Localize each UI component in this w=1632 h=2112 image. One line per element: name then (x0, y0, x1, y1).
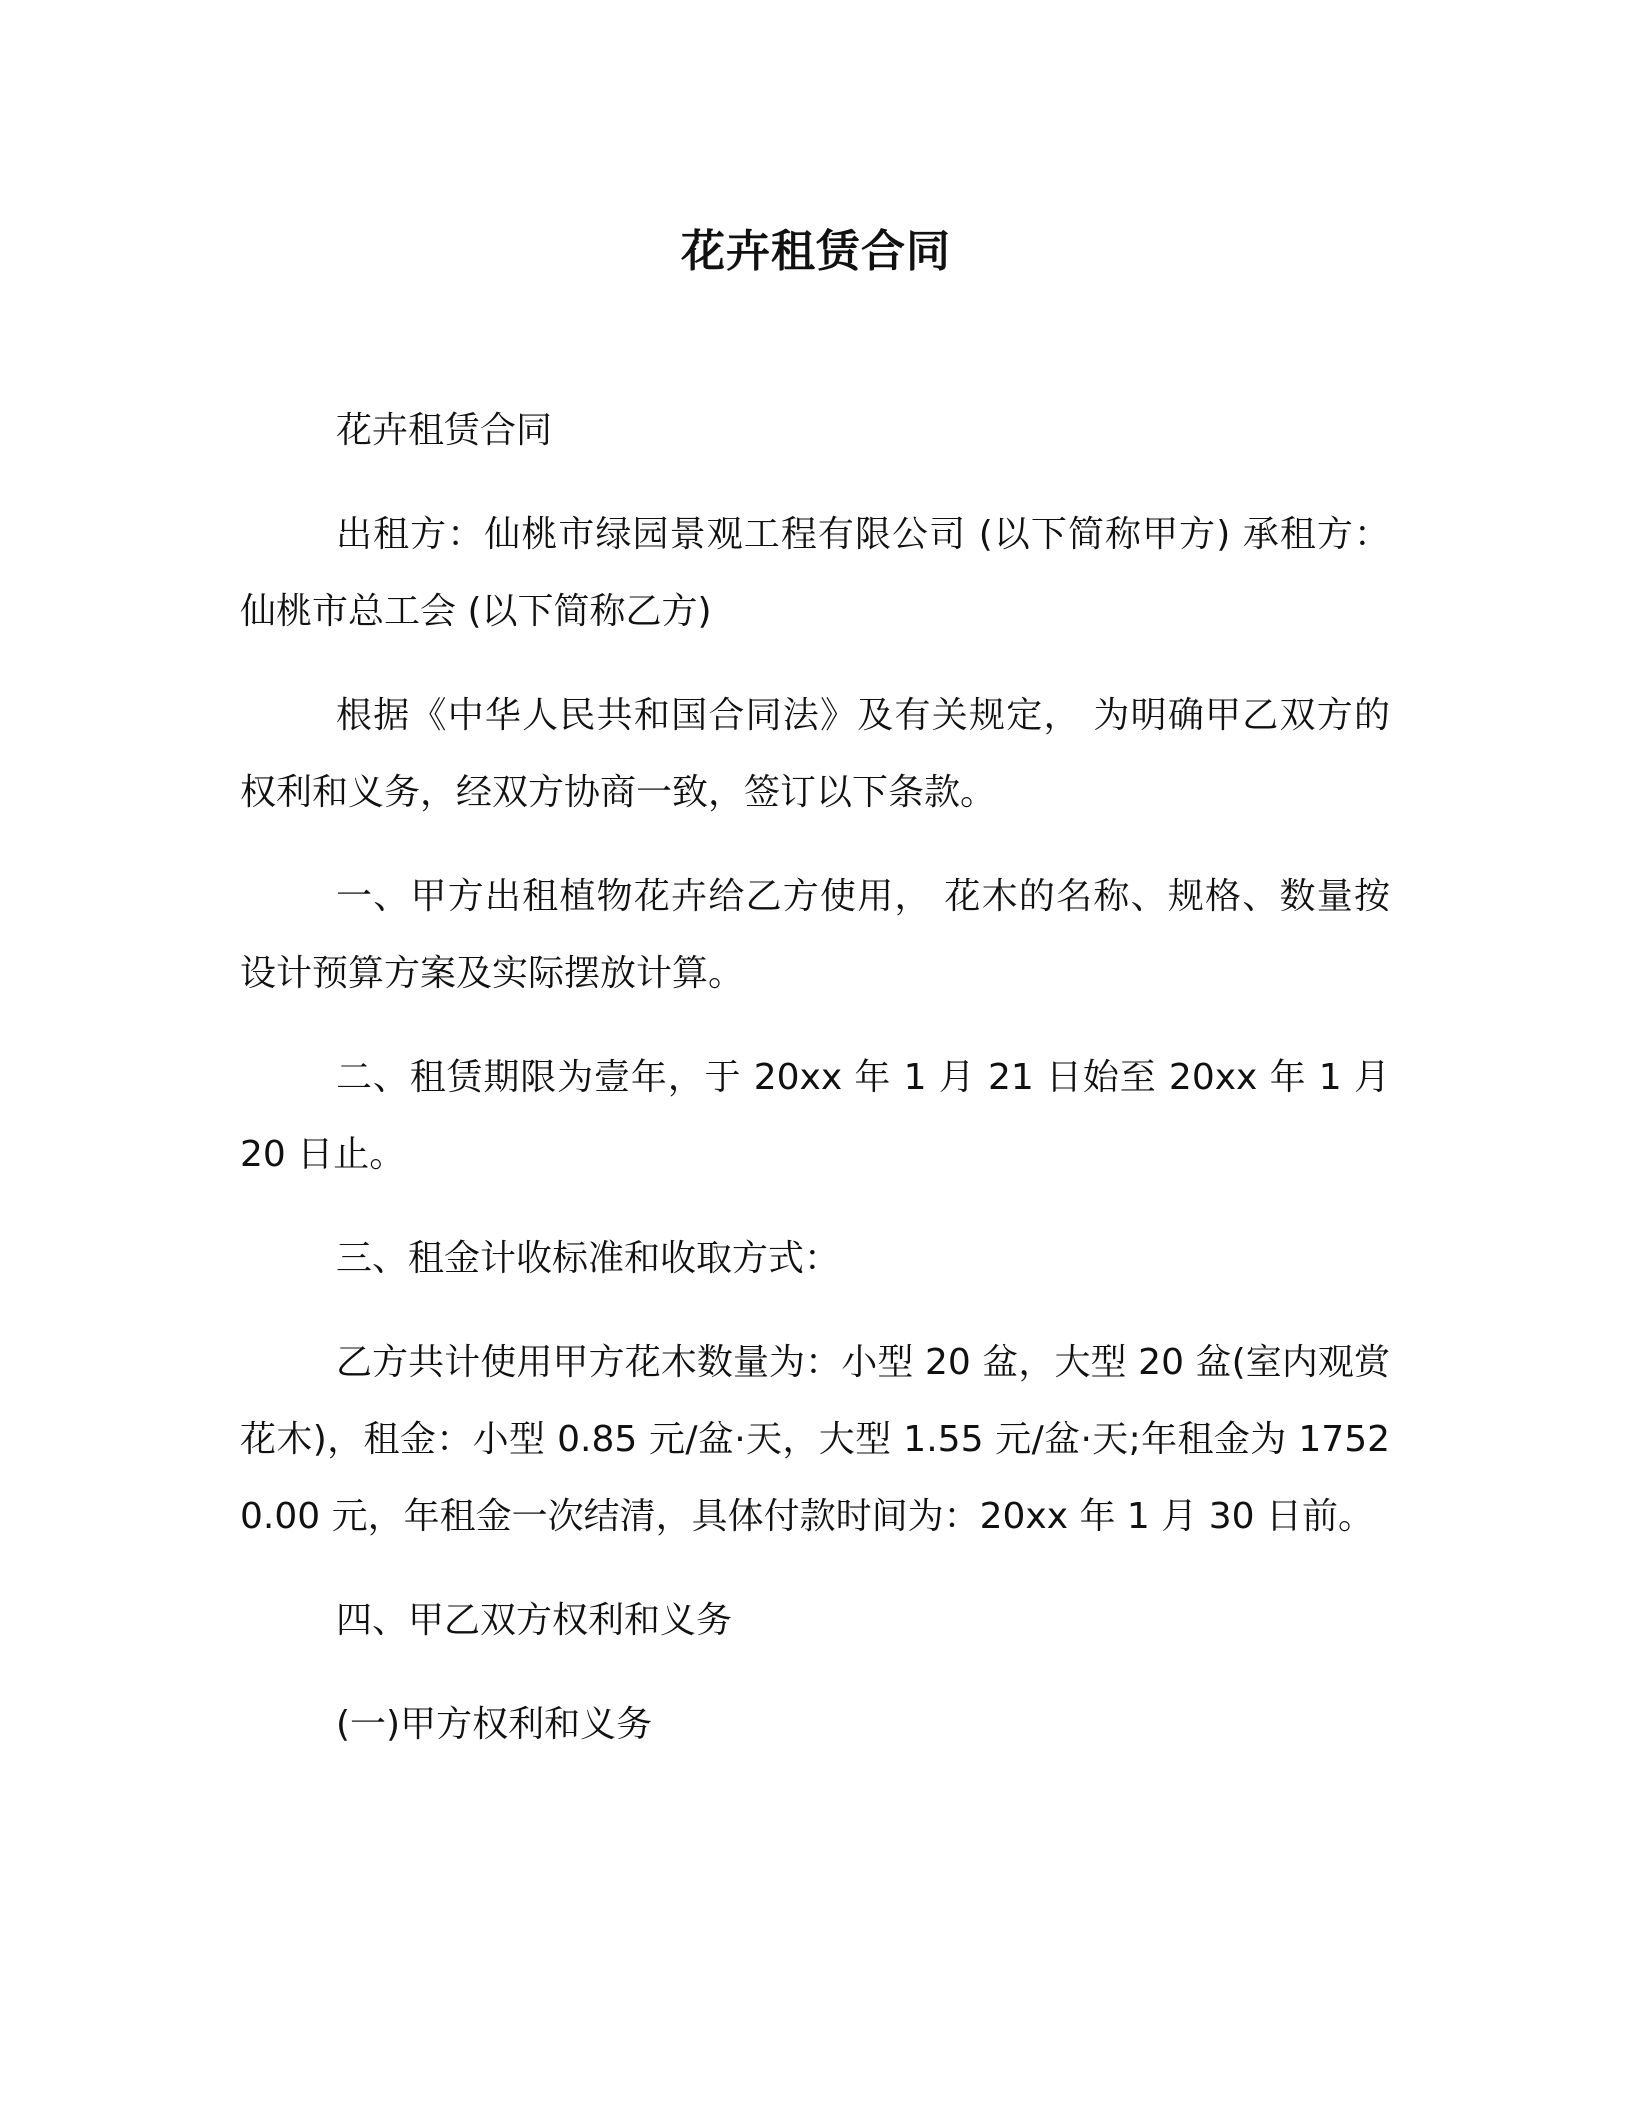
party-a-rights-heading: (一)甲方权利和义务 (336, 1704, 653, 1745)
clause-1-paragraph: 一、甲方出租植物花卉给乙方使用， 花木的名称、规格、数量按设计预算方案及实际摆放计算。 (240, 876, 1390, 994)
clause-4-heading: 四、甲乙双方权利和义务 (336, 1600, 733, 1641)
clause-3-heading: 三、租金计收标准和收取方式： (336, 1238, 841, 1279)
parties-paragraph: 出租方：仙桃市绿园景观工程有限公司 (以下简称甲方) 承租方：仙桃市总工会 (以下简称乙方) (240, 514, 1390, 632)
clause-2-paragraph: 二、租赁期限为壹年，于 20xx 年 1 月 21 日始至 20xx 年 1 月 20 日止。 (240, 1057, 1390, 1175)
legal-basis-paragraph: 根据《中华人民共和国合同法》及有关规定， 为明确甲乙双方的权利和义务，经双方协商一致，签订以下条款。 (240, 695, 1390, 813)
document-title: 花卉租赁合同 (681, 226, 951, 277)
rent-details-paragraph: 乙方共计使用甲方花木数量为：小型 20 盆，大型 20 盆(室内观赏花木)，租金：小型 0.85 元/盆·天，大型 1.55 元/盆·天;年租金为 17520.00 元，年租金一次结清，具体付款时间为：20xx 年 1 月 30 日前。 (240, 1342, 1390, 1537)
subtitle-paragraph: 花卉租赁合同 (336, 410, 553, 451)
document-body (240, 392, 1390, 1790)
